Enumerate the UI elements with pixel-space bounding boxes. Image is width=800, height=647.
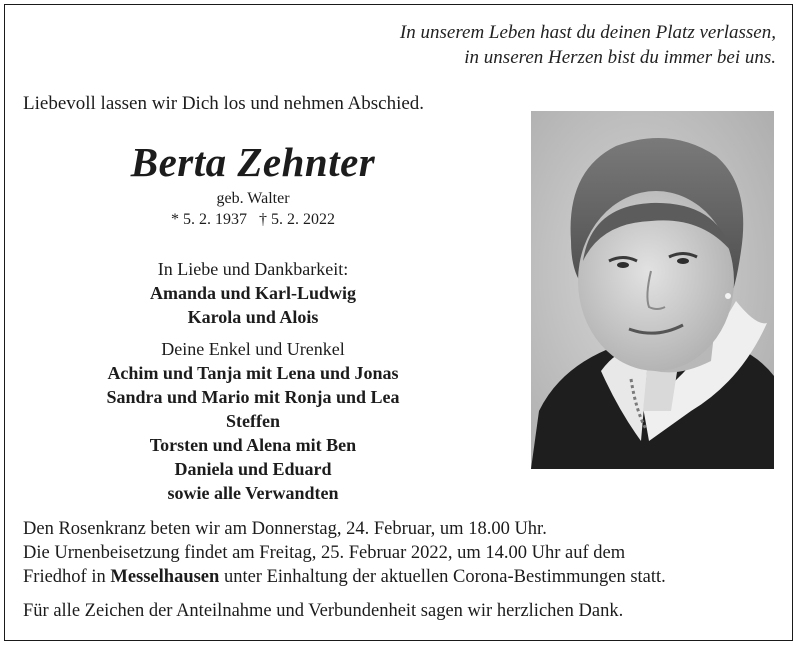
birth-date: * 5. 2. 1937 bbox=[171, 211, 247, 228]
grandchildren-heading: Deine Enkel und Urenkel bbox=[161, 339, 345, 359]
mourner-name: Steffen bbox=[226, 411, 280, 431]
intro-text: Liebevoll lassen wir Dich los und nehmen Abschied. bbox=[23, 93, 425, 114]
mourner-name: Daniela und Eduard bbox=[174, 459, 332, 479]
urn-burial-line-1: Die Urnenbeisetzung findet am Freitag, 25. Februar 2022, um 14.00 Uhr auf dem bbox=[23, 543, 626, 563]
motto-line-2: in unseren Herzen bist du immer bei uns. bbox=[464, 47, 776, 68]
thanks-text: Für alle Zeichen der Anteilnahme und Verbundenheit sagen wir herzlichen Dank. bbox=[23, 601, 624, 621]
children-heading: In Liebe und Dankbarkeit: bbox=[157, 259, 349, 279]
urn-line-prefix: Friedhof in bbox=[23, 567, 111, 587]
mourners-children bbox=[23, 257, 483, 329]
life-dates bbox=[23, 209, 483, 230]
birth-death-info bbox=[23, 188, 483, 230]
obituary-notice bbox=[4, 4, 793, 641]
deceased-name: Berta Zehnter bbox=[130, 139, 376, 185]
motto bbox=[400, 20, 776, 70]
mourner-name: Amanda und Karl-Ludwig bbox=[149, 283, 357, 303]
mourners-grandchildren bbox=[23, 337, 483, 505]
death-date: † 5. 2. 2022 bbox=[259, 211, 335, 228]
service-details bbox=[23, 517, 666, 623]
burial-place: Messelhausen bbox=[110, 567, 220, 587]
urn-burial-line-2 bbox=[23, 565, 666, 589]
mourner-name: sowie alle Verwandten bbox=[167, 483, 339, 503]
portrait-photo bbox=[531, 111, 774, 469]
rosary-info: Den Rosenkranz beten wir am Donnerstag, 24. Februar, um 18.00 Uhr. bbox=[23, 519, 547, 539]
mourner-name: Torsten und Alena mit Ben bbox=[149, 435, 357, 455]
motto-line-1: In unserem Leben hast du deinen Platz verlassen, bbox=[399, 22, 776, 43]
urn-line-suffix: unter Einhaltung der aktuellen Corona-Bestimmungen statt. bbox=[219, 567, 666, 587]
mourner-name: Achim und Tanja mit Lena und Jonas bbox=[107, 363, 399, 383]
mourner-name: Karola und Alois bbox=[187, 307, 319, 327]
maiden-name: geb. Walter bbox=[216, 190, 290, 207]
mourner-name: Sandra und Mario mit Ronja und Lea bbox=[106, 387, 400, 407]
